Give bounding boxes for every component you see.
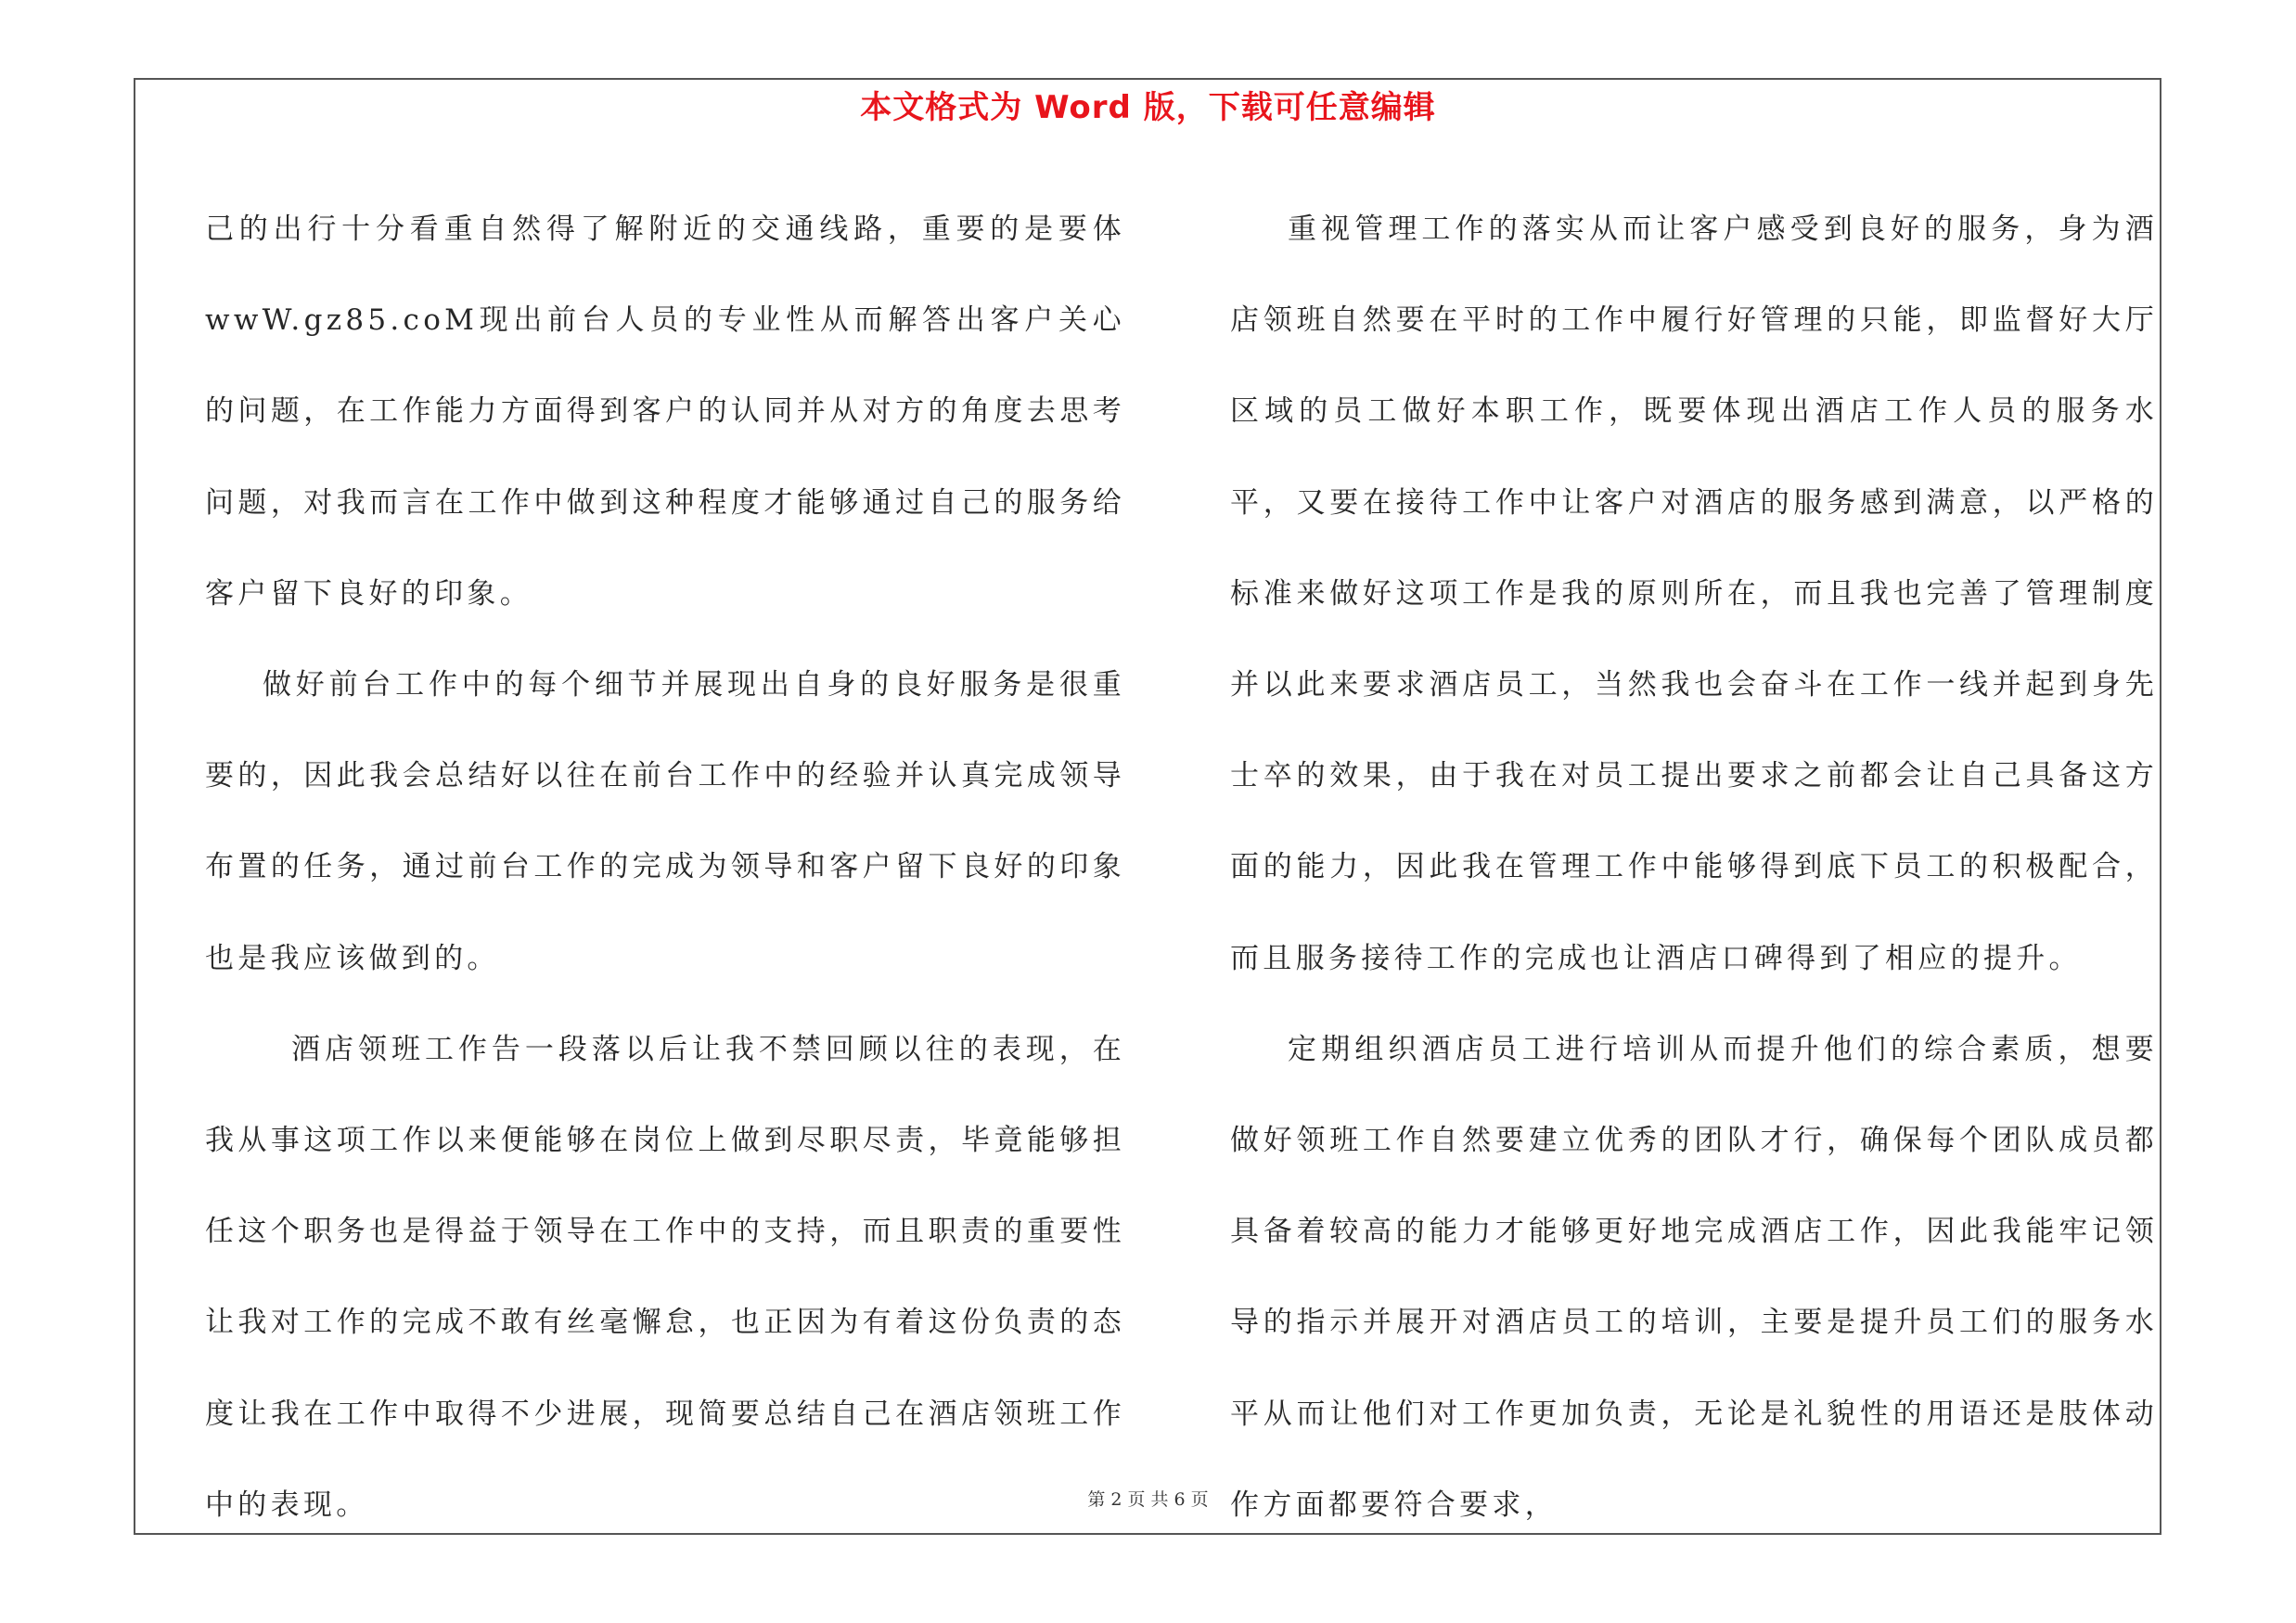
- document-banner: 本文格式为 Word 版，下载可任意编辑: [860, 89, 1436, 126]
- paragraph: 己的出行十分看重自然得了解附近的交通线路，重要的是要体wwW.gz85.coM现出前台人员的专业性从而解答出客户关心的问题，在工作能力方面得到客户的认同并从对方的角度去思考问题，对我而言在工作中做到这种程度才能够通过自己的服务给客户留下良好的印象。: [205, 213, 1125, 611]
- paragraph: 做好前台工作中的每个细节并展现出自身的良好服务是很重要的，因此我会总结好以往在前台工作中的经验并认真完成领导布置的任务，通过前台工作的完成为领导和客户留下良好的印象也是我应该做到的。: [205, 668, 1125, 975]
- paragraph: 定期组织酒店员工进行培训从而提升他们的综合素质，想要做好领班工作自然要建立优秀的团队才行，确保每个团队成员都具备着较高的能力才能够更好地完成酒店工作，因此我能牢记领导的指示并展开对酒店员工的培训，主要是提升员工们的服务水平从而让他们对工作更加负责，无论是礼貌性的用语还是肢体动作方面都要符合要求，: [1230, 1032, 2158, 1522]
- page-footer: 第 2 页 共 6 页: [1087, 1489, 1209, 1510]
- paragraph: 酒店领班工作告一段落以后让我不禁回顾以往的表现，在我从事这项工作以来便能够在岗位上做到尽职尽责，毕竟能够担任这个职务也是得益于领导在工作中的支持，而且职责的重要性让我对工作的完成不敢有丝毫懈怠，也正因为有着这份负责的态度让我在工作中取得不少进展，现简要总结自己在酒店领班工作中的表现。: [205, 1032, 1125, 1522]
- right-column: [1230, 184, 2158, 1551]
- left-column: [205, 184, 1125, 1551]
- paragraph: 重视管理工作的落实从而让客户感受到良好的服务，身为酒店领班自然要在平时的工作中履行好管理的只能，即监督好大厅区域的员工做好本职工作，既要体现出酒店工作人员的服务水平，又要在接待工作中让客户对酒店的服务感到满意，以严格的标准来做好这项工作是我的原则所在，而且我也完善了管理制度并以此来要求酒店员工，当然我也会奋斗在工作一线并起到身先士卒的效果，由于我在对员工提出要求之前都会让自己具备这方面的能力，因此我在管理工作中能够得到底下员工的积极配合，而且服务接待工作的完成也让酒店口碑得到了相应的提升。: [1230, 213, 2158, 975]
